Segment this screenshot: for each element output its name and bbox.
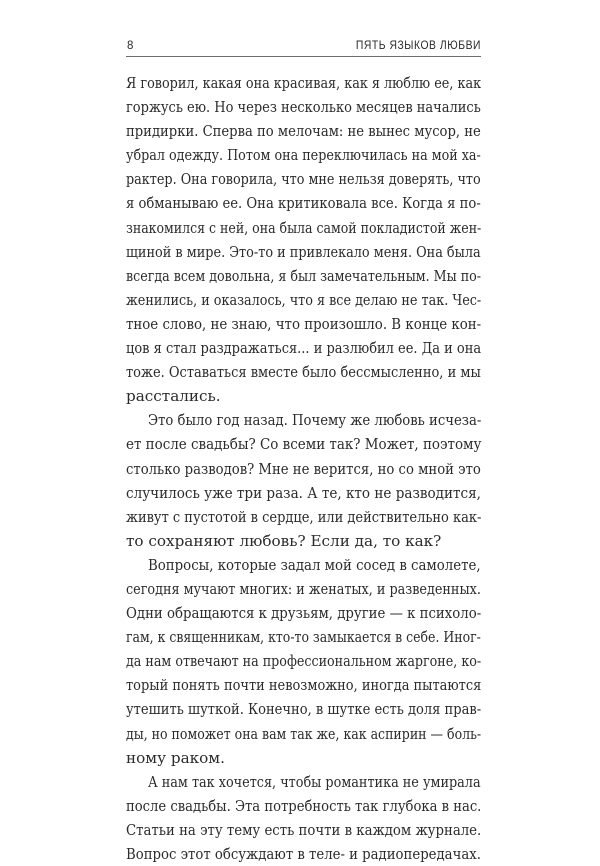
text-line: утешить шуткой. Конечно, в шутке есть доля прав-: [126, 700, 482, 719]
text-line: женились, и оказалось, что я все делаю не так. Чес-: [126, 290, 482, 309]
text-line: торый понять почти невозможно, иногда пытаются: [126, 676, 482, 695]
text-line: то сохраняют любовь? Если да, то как?: [126, 531, 442, 550]
running-head: [126, 38, 481, 57]
text-line: рактер. Она говорила, что мне нельзя доверять, что: [126, 170, 481, 189]
text-line: убрал одежду. Потом она переключилась на мой ха-: [126, 146, 481, 165]
text-line: я обманываю ее. Она критиковала все. Когда я по-: [126, 194, 481, 213]
body-text: [126, 71, 481, 866]
text-line: Это было год назад. Почему же любовь исчеза-: [148, 411, 482, 430]
text-line: цов я стал раздражаться... и разлюбил ее. Да и она: [126, 339, 482, 358]
text-line: знакомился с ней, она была самой покладистой жен-: [126, 218, 482, 237]
text-line: случилось уже три раза. А те, кто не разводится,: [126, 483, 481, 502]
text-line: ет после свадьбы? Со всеми так? Может, поэтому: [126, 435, 482, 454]
page-number: 8: [127, 40, 134, 52]
text-line: придирки. Сперва по мелочам: не вынес мусор, не: [126, 122, 481, 141]
text-line: А нам так хочется, чтобы романтика не умирала: [148, 772, 481, 791]
text-line: сегодня мучают многих: и женатых, и разведенных.: [126, 579, 481, 598]
text-line: ды, но поможет она вам так же, как аспирин — боль-: [126, 724, 482, 743]
text-line: живут с пустотой в сердце, или действительно как-: [126, 507, 482, 526]
text-line: щиной в мире. Это-то и привлекало меня. Она была: [126, 242, 481, 261]
text-line: расстались.: [126, 387, 221, 406]
text-line: Вопросы, которые задал мой сосед в самолете,: [148, 555, 481, 574]
text-line: Вопрос этот обсуждают в теле- и радиопередачах.: [126, 845, 481, 863]
text-line: после свадьбы. Эта потребность так глубока в нас.: [126, 796, 482, 815]
text-line: тное слово, не знаю, что произошло. В конце кон-: [126, 314, 482, 333]
paragraph-1: [126, 71, 481, 408]
paragraph-4: [126, 770, 481, 866]
text-line: тоже. Оставаться вместе было бессмысленно, и мы: [126, 363, 481, 382]
text-line: да нам отвечают на профессиональном жаргоне, ко-: [126, 652, 482, 671]
text-line: гам, к священникам, кто-то замыкается в себе. Иног-: [126, 628, 481, 647]
text-line: Я говорил, какая она красивая, как я люблю ее, как: [126, 74, 482, 92]
paragraph-3: [126, 553, 481, 770]
text-line: горжусь ею. Но через несколько месяцев начались: [126, 98, 481, 117]
text-line: столько разводов? Мне не верится, но со мной это: [126, 459, 481, 478]
book-title: ПЯТЬ ЯЗЫКОВ ЛЮБВИ: [355, 40, 481, 52]
text-line: Статьи на эту тему есть почти в каждом журнале.: [126, 820, 482, 839]
text-line: всегда всем довольна, я был замечательным. Мы по-: [126, 266, 482, 285]
paragraph-2: [126, 408, 481, 553]
text-line: Одни обращаются к друзьям, другие — к психоло-: [126, 604, 482, 623]
text-line: ному раком.: [126, 748, 225, 767]
